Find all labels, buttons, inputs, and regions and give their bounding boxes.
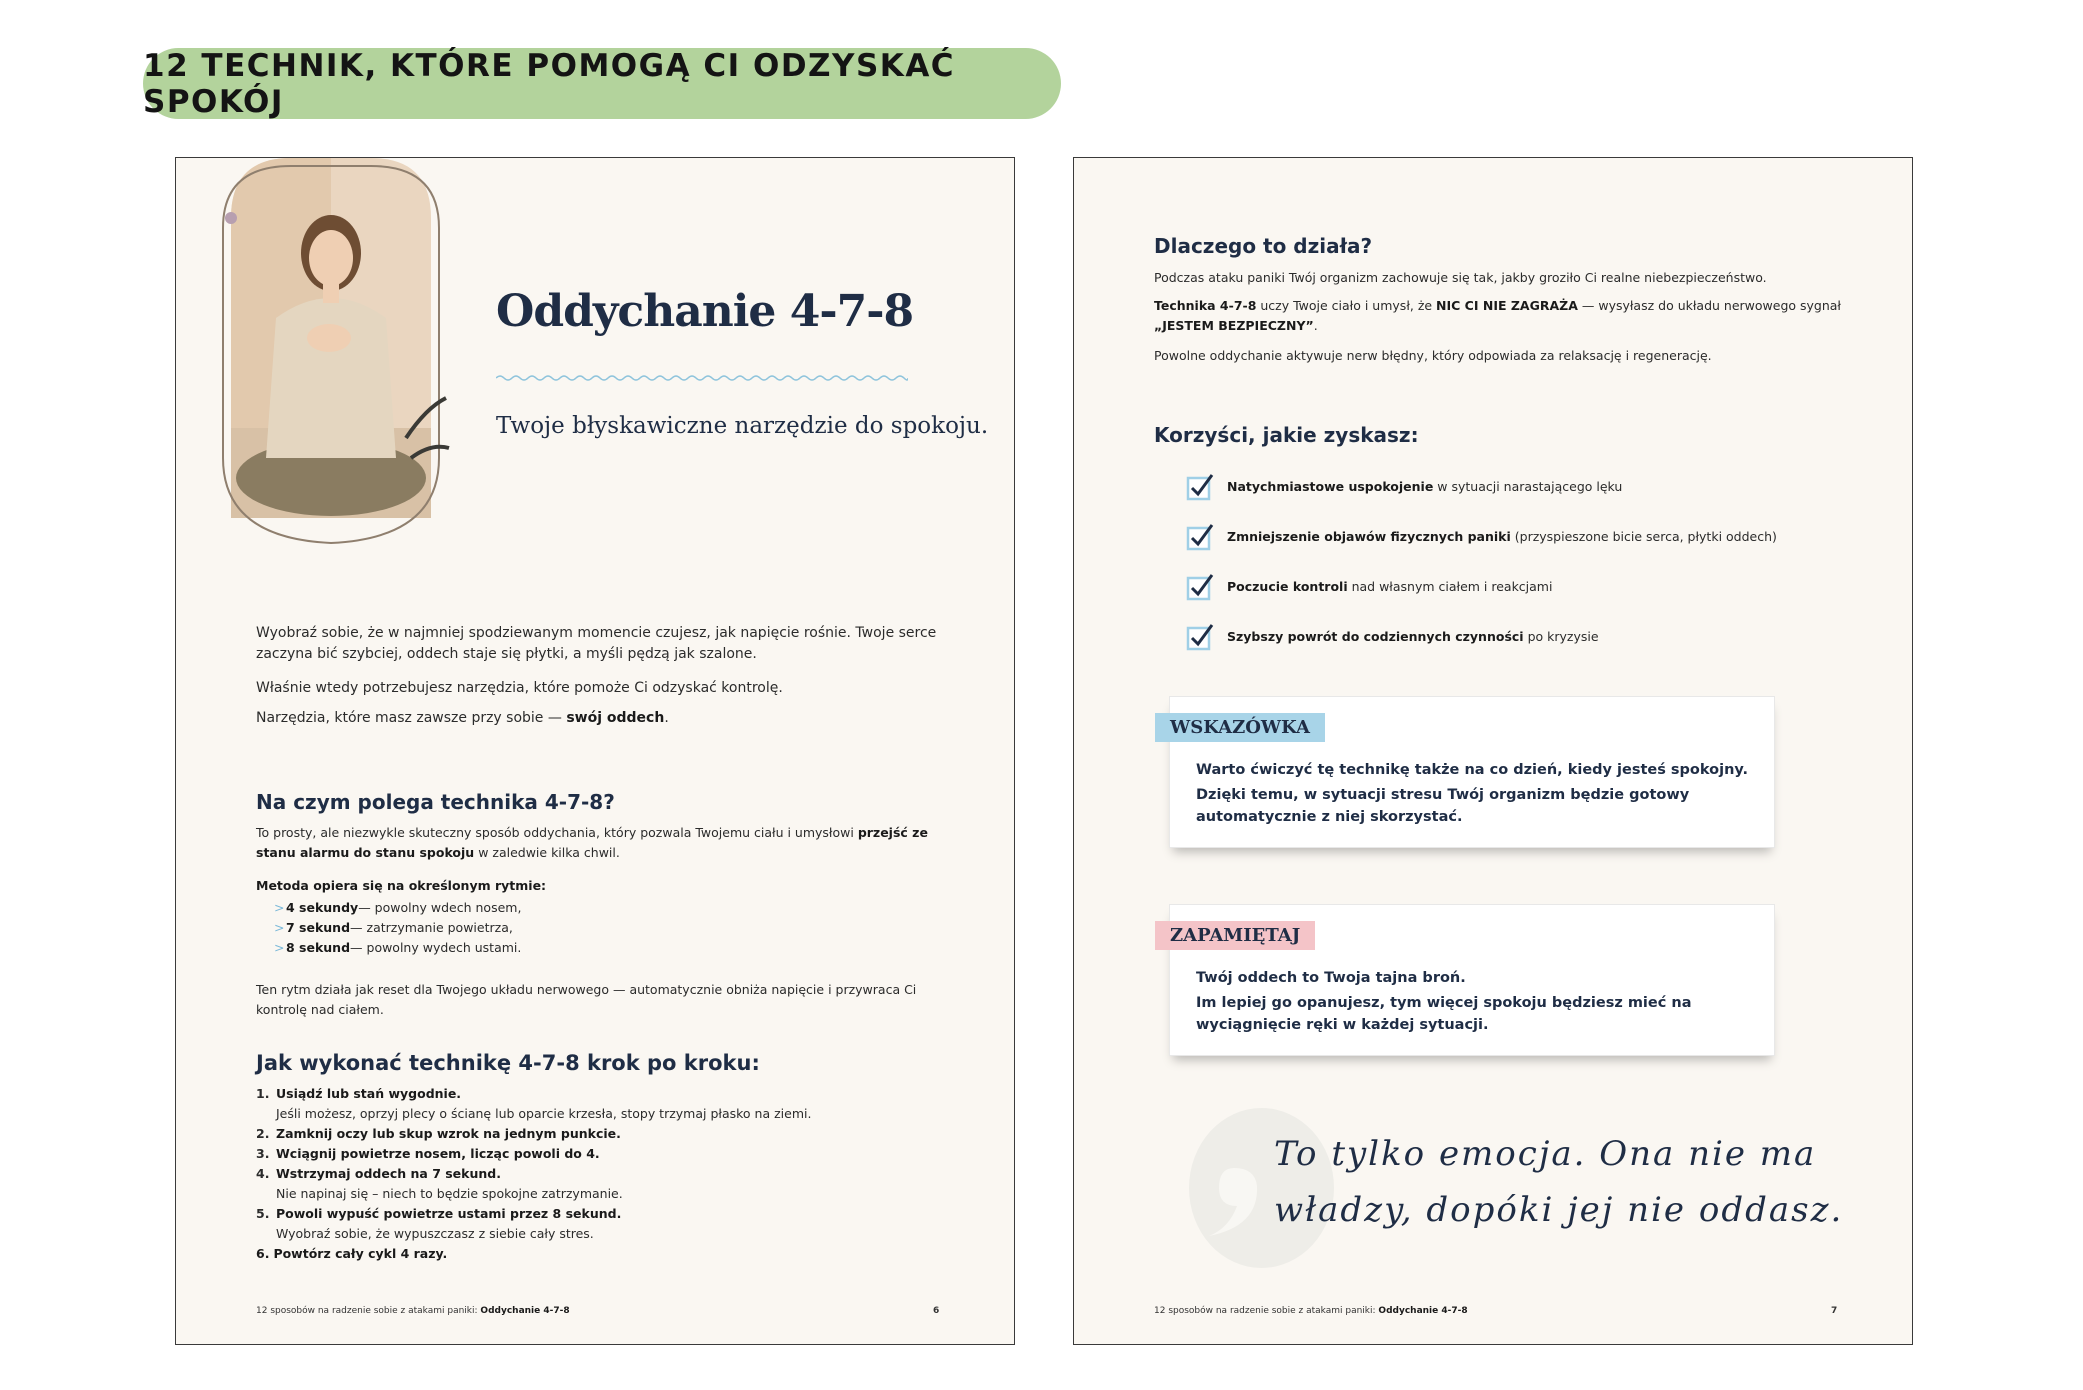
meditating-woman-illustration xyxy=(211,158,451,548)
why-paragraph-3: Powolne oddychanie aktywuje nerw błędny, który odpowiada za relaksację i regenerację. xyxy=(1154,348,1712,363)
step-item: 2. Zamknij oczy lub skup wzrok na jednym punkcie. xyxy=(256,1126,621,1141)
step-item: 1. Usiądź lub stań wygodnie. xyxy=(256,1086,462,1101)
step-note: Nie napinaj się – niech to będzie spokojne zatrzymanie. xyxy=(276,1186,623,1201)
remember-label: ZAPAMIĘTAJ xyxy=(1155,921,1315,950)
rhythm-label: Metoda opiera się na określonym rytmie: xyxy=(256,878,547,893)
page-footer: 12 sposobów na radzenie sobie z atakami paniki: Oddychanie 4-7-8 xyxy=(256,1306,570,1316)
step-item: 3. Wciągnij powietrze nosem, licząc powoli do 4. xyxy=(256,1146,600,1161)
tip-label: WSKAZÓWKA xyxy=(1155,713,1325,742)
reset-paragraph: Ten rytm działa jak reset dla Twojego układu nerwowego — automatycznie obniża napięcie i przywraca Ci kontrolę nad ciałem. xyxy=(256,982,917,1017)
method-paragraph: To prosty, ale niezwykle skuteczny sposób oddychania, który pozwala Twojemu ciału i umysłowi przejść ze stanu alarmu do stanu spokoju w zaledwie kilka chwil. xyxy=(256,825,928,860)
intro-paragraph-2: Właśnie wtedy potrzebujesz narzędzia, które pomoże Ci odzyskać kontrolę. xyxy=(256,680,783,696)
top-banner xyxy=(143,48,1061,119)
rhythm-item: > 7 sekund — zatrzymanie powietrza, xyxy=(274,920,513,935)
tip-text: Warto ćwiczyć tę technikę także na co dzień, kiedy jesteś spokojny. Dzięki temu, w sytuacji stresu Twój organizm będzie gotowy automatycznie z niej skorzystać. xyxy=(1196,762,1749,825)
page-left xyxy=(175,157,1015,1345)
benefit-item: Szybszy powrót do codziennych czynności po kryzysie xyxy=(1186,612,1826,662)
section-heading-steps: Jak wykonać technikę 4-7-8 krok po kroku: xyxy=(256,1051,760,1075)
step-note: Wyobraź sobie, że wypuszczasz z siebie cały stres. xyxy=(276,1226,594,1241)
wavy-divider xyxy=(496,374,908,382)
page-right xyxy=(1073,157,1913,1345)
step-note: Jeśli możesz, oprzyj plecy o ścianę lub oparcie krzesła, stopy trzymaj płasko na ziemi. xyxy=(276,1106,812,1121)
benefit-item: Poczucie kontroli nad własnym ciałem i reakcjami xyxy=(1186,562,1826,612)
check-box-icon xyxy=(1186,573,1214,601)
check-box-icon xyxy=(1186,473,1214,501)
tip-card xyxy=(1169,696,1775,848)
steps-list xyxy=(256,1084,946,1264)
section-heading-method: Na czym polega technika 4-7-8? xyxy=(256,790,615,814)
rhythm-item: > 4 sekundy — powolny wdech nosem, xyxy=(274,900,522,915)
step-item: 6. Powtórz cały cykl 4 razy. xyxy=(256,1246,448,1261)
benefit-item: Zmniejszenie objawów fizycznych paniki (przyspieszone bicie serca, płytki oddech) xyxy=(1186,512,1826,562)
why-paragraph-1: Podczas ataku paniki Twój organizm zachowuje się tak, jakby groziło Ci realne niebezpieczeństwo. xyxy=(1154,270,1767,285)
remember-card xyxy=(1169,904,1775,1056)
page-subtitle: Twoje błyskawiczne narzędzie do spokoju. xyxy=(496,413,989,439)
page-number: 7 xyxy=(1831,1306,1838,1316)
section-heading-why: Dlaczego to działa? xyxy=(1154,234,1373,258)
benefits-list xyxy=(1186,462,1826,662)
check-box-icon xyxy=(1186,623,1214,651)
banner-title: 12 TECHNIK, KTÓRE POMOGĄ CI ODZYSKAĆ SPOKÓJ xyxy=(143,47,956,120)
benefit-item: Natychmiastowe uspokojenie w sytuacji narastającego lęku xyxy=(1186,462,1826,512)
step-item: 4. Wstrzymaj oddech na 7 sekund. xyxy=(256,1166,501,1181)
why-paragraph-2: Technika 4-7-8 uczy Twoje ciało i umysł, że NIC CI NIE ZAGRAŻA — wysyłasz do układu nerwowego sygnał „JESTEM BEZPIECZNY”. xyxy=(1154,298,1841,333)
step-item: 5. Powoli wypuść powietrze ustami przez 8 sekund. xyxy=(256,1206,622,1221)
page-footer: 12 sposobów na radzenie sobie z atakami paniki: Oddychanie 4-7-8 xyxy=(1154,1306,1468,1316)
page-number: 6 xyxy=(933,1306,940,1316)
rhythm-item: > 8 sekund — powolny wydech ustami. xyxy=(274,940,522,955)
intro-paragraph-3: Narzędzia, które masz zawsze przy sobie — swój oddech. xyxy=(256,710,669,726)
closing-quote: To tylko emocja. Ona nie ma władzy, dopóki jej nie oddasz. xyxy=(1274,1134,1844,1230)
check-box-icon xyxy=(1186,523,1214,551)
remember-text: Twój oddech to Twoja tajna broń. Im lepiej go opanujesz, tym więcej spokoju będziesz mieć na wyciągnięcie ręki w każdej sytuacji. xyxy=(1196,970,1692,1033)
section-heading-benefits: Korzyści, jakie zyskasz: xyxy=(1154,423,1419,447)
page-title: Oddychanie 4-7-8 xyxy=(496,286,914,337)
intro-paragraph-1: Wyobraź sobie, że w najmniej spodziewanym momencie czujesz, jak napięcie rośnie. Twoje serce zaczyna bić szybciej, oddech staje się płytki, a myśli pędzą jak szalone. xyxy=(256,625,937,662)
rhythm-list xyxy=(274,898,874,958)
